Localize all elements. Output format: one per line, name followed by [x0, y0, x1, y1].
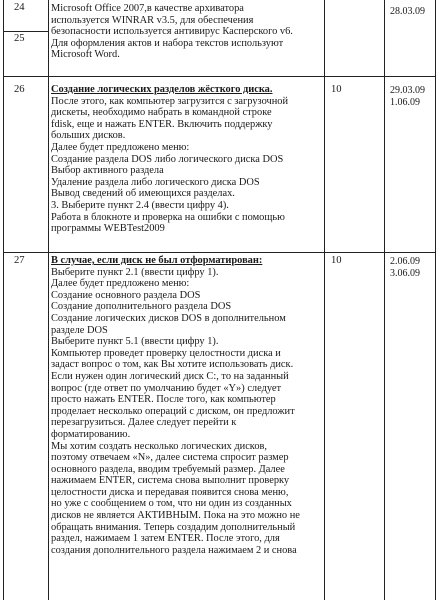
text-line: Мы хотим создать несколько логических дисков,	[51, 440, 268, 452]
text-line: Microsoft Office 2007,в качестве архиватора	[51, 3, 244, 14]
text-line: Выберите пункт 5.1 (ввести цифру 1).	[51, 336, 219, 348]
hours-cell: 10	[331, 255, 342, 266]
row-number: 25	[14, 33, 25, 44]
date-cell	[390, 85, 425, 108]
row-content	[51, 255, 300, 556]
text-line: проделает несколько операций с диском, он предложит	[51, 405, 295, 417]
row-number: 24	[14, 2, 25, 13]
text-line: 3. Выберите пункт 2.4 (ввести цифру 4).	[51, 199, 229, 211]
text-line: fdisk, еще и нажать ENTER. Включить поддержку	[51, 118, 273, 130]
text-line: Выберите пункт 2.1 (ввести цифру 1).	[51, 266, 219, 278]
text-line: задаст вопрос о том, как Вы хотите использовать диск.	[51, 359, 294, 371]
text-line: создания дополнительного раздела нажимаем 2 и снова	[51, 544, 297, 556]
text-line: программы WEBTest2009	[51, 223, 165, 235]
text-line: просто нажать ENTER. После того, как компьютер	[51, 394, 276, 406]
text-line: обращать внимания. Теперь создадим дополнительный	[51, 521, 296, 533]
row-divider	[3, 252, 435, 253]
date-cell	[390, 6, 425, 18]
row-number: 26	[14, 84, 25, 95]
text-line: Для оформления актов и набора текстов используют	[51, 37, 284, 49]
text-line: После этого, как компьютер загрузится с загрузочной	[51, 95, 289, 107]
text-line: дисков не является АКТИВНЫМ. Пока на это можно не	[51, 510, 300, 522]
text-line: Далее будет предложено меню:	[51, 278, 190, 290]
text-line: целостности диска и передавая появится снова меню,	[51, 486, 289, 498]
text-line: Если нужен один логический диск C:, то на заданный	[51, 370, 289, 382]
date: 28.03.09	[390, 6, 425, 17]
text-line: но уже с сообщением о том, что ни один из созданных	[51, 498, 292, 510]
text-line: основного раздела, вводим требуемый размер. Далее	[51, 463, 285, 475]
row-content	[51, 3, 293, 61]
text-line: Компьютер проведет проверку целостности диска и	[51, 347, 281, 359]
text-line: поэтому отвечаем «N», далее система спросит размер	[51, 452, 289, 464]
table-border-left	[3, 0, 4, 600]
table-column-divider	[384, 0, 385, 600]
text-line: нажимаем ENTER, система снова выполнит проверку	[51, 475, 290, 487]
table-column-divider	[48, 0, 49, 600]
table-border-right	[435, 0, 436, 600]
hours-cell: 10	[331, 84, 342, 95]
text-line: Работа в блокноте и проверка на ошибки с помощью	[51, 211, 285, 223]
text-line: вопрос (где ответ по умолчанию будет «Y») следует	[51, 382, 282, 394]
date: 29.03.09	[390, 85, 425, 96]
text-line: Создание раздела DOS либо логического диска DOS	[51, 153, 284, 165]
sub-row-divider	[3, 31, 49, 32]
text-line: Создание основного раздела DOS	[51, 289, 201, 301]
row-number: 27	[14, 255, 25, 266]
row-title: Создание логических разделов жёсткого диска.	[51, 84, 273, 95]
text-line: Далее будет предложено меню:	[51, 141, 190, 153]
text-line: Создание дополнительного раздела DOS	[51, 301, 232, 313]
text-line: дискеты, необходимо набрать в командной строке	[51, 107, 272, 119]
text-line: Вывод сведений об имеющихся разделах.	[51, 188, 235, 200]
text-line: Создание логических дисков DOS в дополнительном	[51, 312, 286, 324]
row-divider	[3, 76, 435, 77]
text-line: разделе DOS	[51, 324, 108, 336]
table-column-divider	[324, 0, 325, 600]
date: 3.06.09	[390, 267, 420, 279]
row-content	[51, 84, 288, 235]
text-line: форматированию.	[51, 428, 131, 440]
text-line: больших дисков.	[51, 130, 126, 142]
text-line: Выбор активного раздела	[51, 165, 164, 177]
text-line: Microsoft Word.	[51, 49, 120, 61]
text-line: Удаление раздела либо логического диска DOS	[51, 176, 260, 188]
text-line: используется WINRAR v3.5, для обеспечения	[51, 14, 254, 26]
date: 2.06.09	[390, 256, 420, 267]
row-title: В случае, если диск не был отформатирован:	[51, 255, 263, 266]
text-line: перезагрузиться. Далее следует перейти к	[51, 417, 237, 429]
date-cell	[390, 256, 420, 279]
date: 1.06.09	[390, 96, 420, 108]
text-line: безопасности используется антивирус Касперского v6.	[51, 26, 293, 38]
text-line: раздел, нажимаем 1 затем ENTER. После этого, для	[51, 533, 280, 545]
